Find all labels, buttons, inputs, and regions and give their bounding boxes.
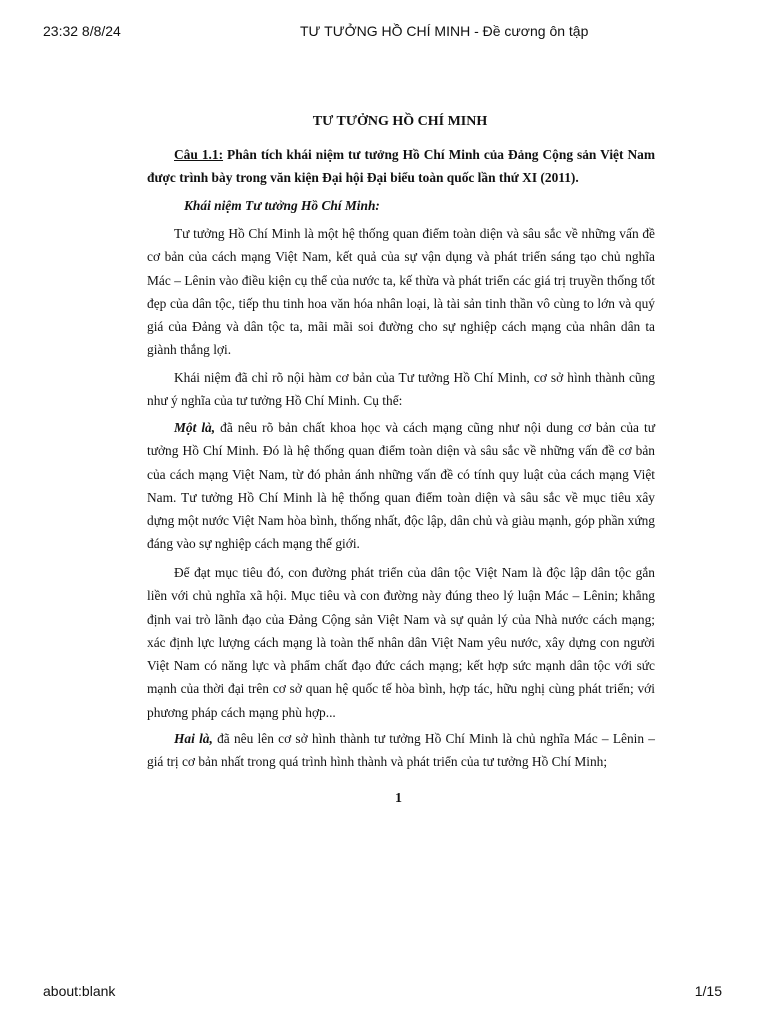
question-number: Câu 1.1: [174,147,224,162]
print-url: about:blank [43,983,116,999]
paragraph-goal: Để đạt mục tiêu đó, con đường phát triển của dân tộc Việt Nam là độc lập dân tộc gắn liền với chủ nghĩa xã hội. Mục tiêu và con đường này đúng theo lý luận Mác – Lênin; khẳng định vai trò lãnh đạo của Đảng Cộng sản Việt Nam và sự quản lý của Nhà nước cách mạng; xác định lực lượng cách mạng là toàn thể nhân dân Việt Nam yêu nước, xây dựng con người Việt Nam có năng lực và phẩm chất đạo đức cách mạng; kết hợp sức mạnh dân tộc với sức mạnh của thời đại trên cơ sở quan hệ quốc tế hòa bình, hợp tác, hữu nghị cùng phát triển; với phương pháp cách mạng phù hợp... [147,565,655,720]
first-point-lead: Một là, [174,420,216,435]
document-title: TƯ TƯỞNG HỒ CHÍ MINH [312,114,488,129]
concept-heading: Khái niệm Tư tưởng Hồ Chí Minh: [184,198,380,213]
question-heading [147,143,655,189]
print-page-count: 1/15 [694,983,722,999]
paragraph-second-point [147,727,655,774]
print-datetime: 23:32 8/8/24 [43,23,121,39]
first-point-text: đã nêu rõ bản chất khoa học và cách mạng cũng như nội dung cơ bản của tư tưởng Hồ Chí Minh. Đó là hệ thống quan điểm toàn diện và sâu sắc về những vấn đề cơ bản của cách mạng Việt Nam, từ đó phản ánh những vấn đề có tính quy luật của cách mạng Việt Nam. Tư tưởng Hồ Chí Minh là hệ thống quan điểm toàn diện và sâu sắc về mục tiêu xây dựng một nước Việt Nam hòa bình, thống nhất, độc lập, dân chủ và giàu mạnh, góp phần xứng đáng vào sự nghiệp cách mạng thế giới. [147,420,655,552]
paragraph-first-point [147,416,655,556]
paragraph-intro: Khái niệm đã chỉ rõ nội hàm cơ bản của Tư tưởng Hồ Chí Minh, cơ sở hình thành cũng như ý nghĩa của tư tưởng Hồ Chí Minh. Cụ thể: [147,370,655,409]
second-point-text: đã nêu lên cơ sở hình thành tư tưởng Hồ Chí Minh là chủ nghĩa Mác – Lênin – giá trị cơ bản nhất trong quá trình hình thành và phát triển của tư tưởng Hồ Chí Minh; [147,731,655,770]
print-header [0,23,768,43]
question-text: Phân tích khái niệm tư tưởng Hồ Chí Minh của Đảng Cộng sản Việt Nam được trình bày trong văn kiện Đại hội Đại biểu toàn quốc lần thứ XI (2011). [147,147,655,185]
paragraph-definition: Tư tưởng Hồ Chí Minh là một hệ thống quan điểm toàn diện và sâu sắc về những vấn đề cơ bản của cách mạng Việt Nam, kết quả của sự vận dụng và phát triển sáng tạo chủ nghĩa Mác – Lênin vào điều kiện cụ thể của nước ta, kế thừa và phát triển các giá trị truyền thống tốt đẹp của dân tộc, tiếp thu tinh hoa văn hóa nhân loại, là tài sản tinh thần vô cùng to lớn và quý giá của Đảng và dân tộc ta, mãi mãi soi đường cho sự nghiệp cách mạng của nhân dân ta giành thắng lợi. [147,226,655,358]
second-point-lead: Hai là, [174,731,213,746]
print-footer [0,983,768,1003]
document-page-number: 1 [395,791,402,806]
print-page-title: TƯ TƯỞNG HỒ CHÍ MINH - Đề cương ôn tập [300,23,589,39]
